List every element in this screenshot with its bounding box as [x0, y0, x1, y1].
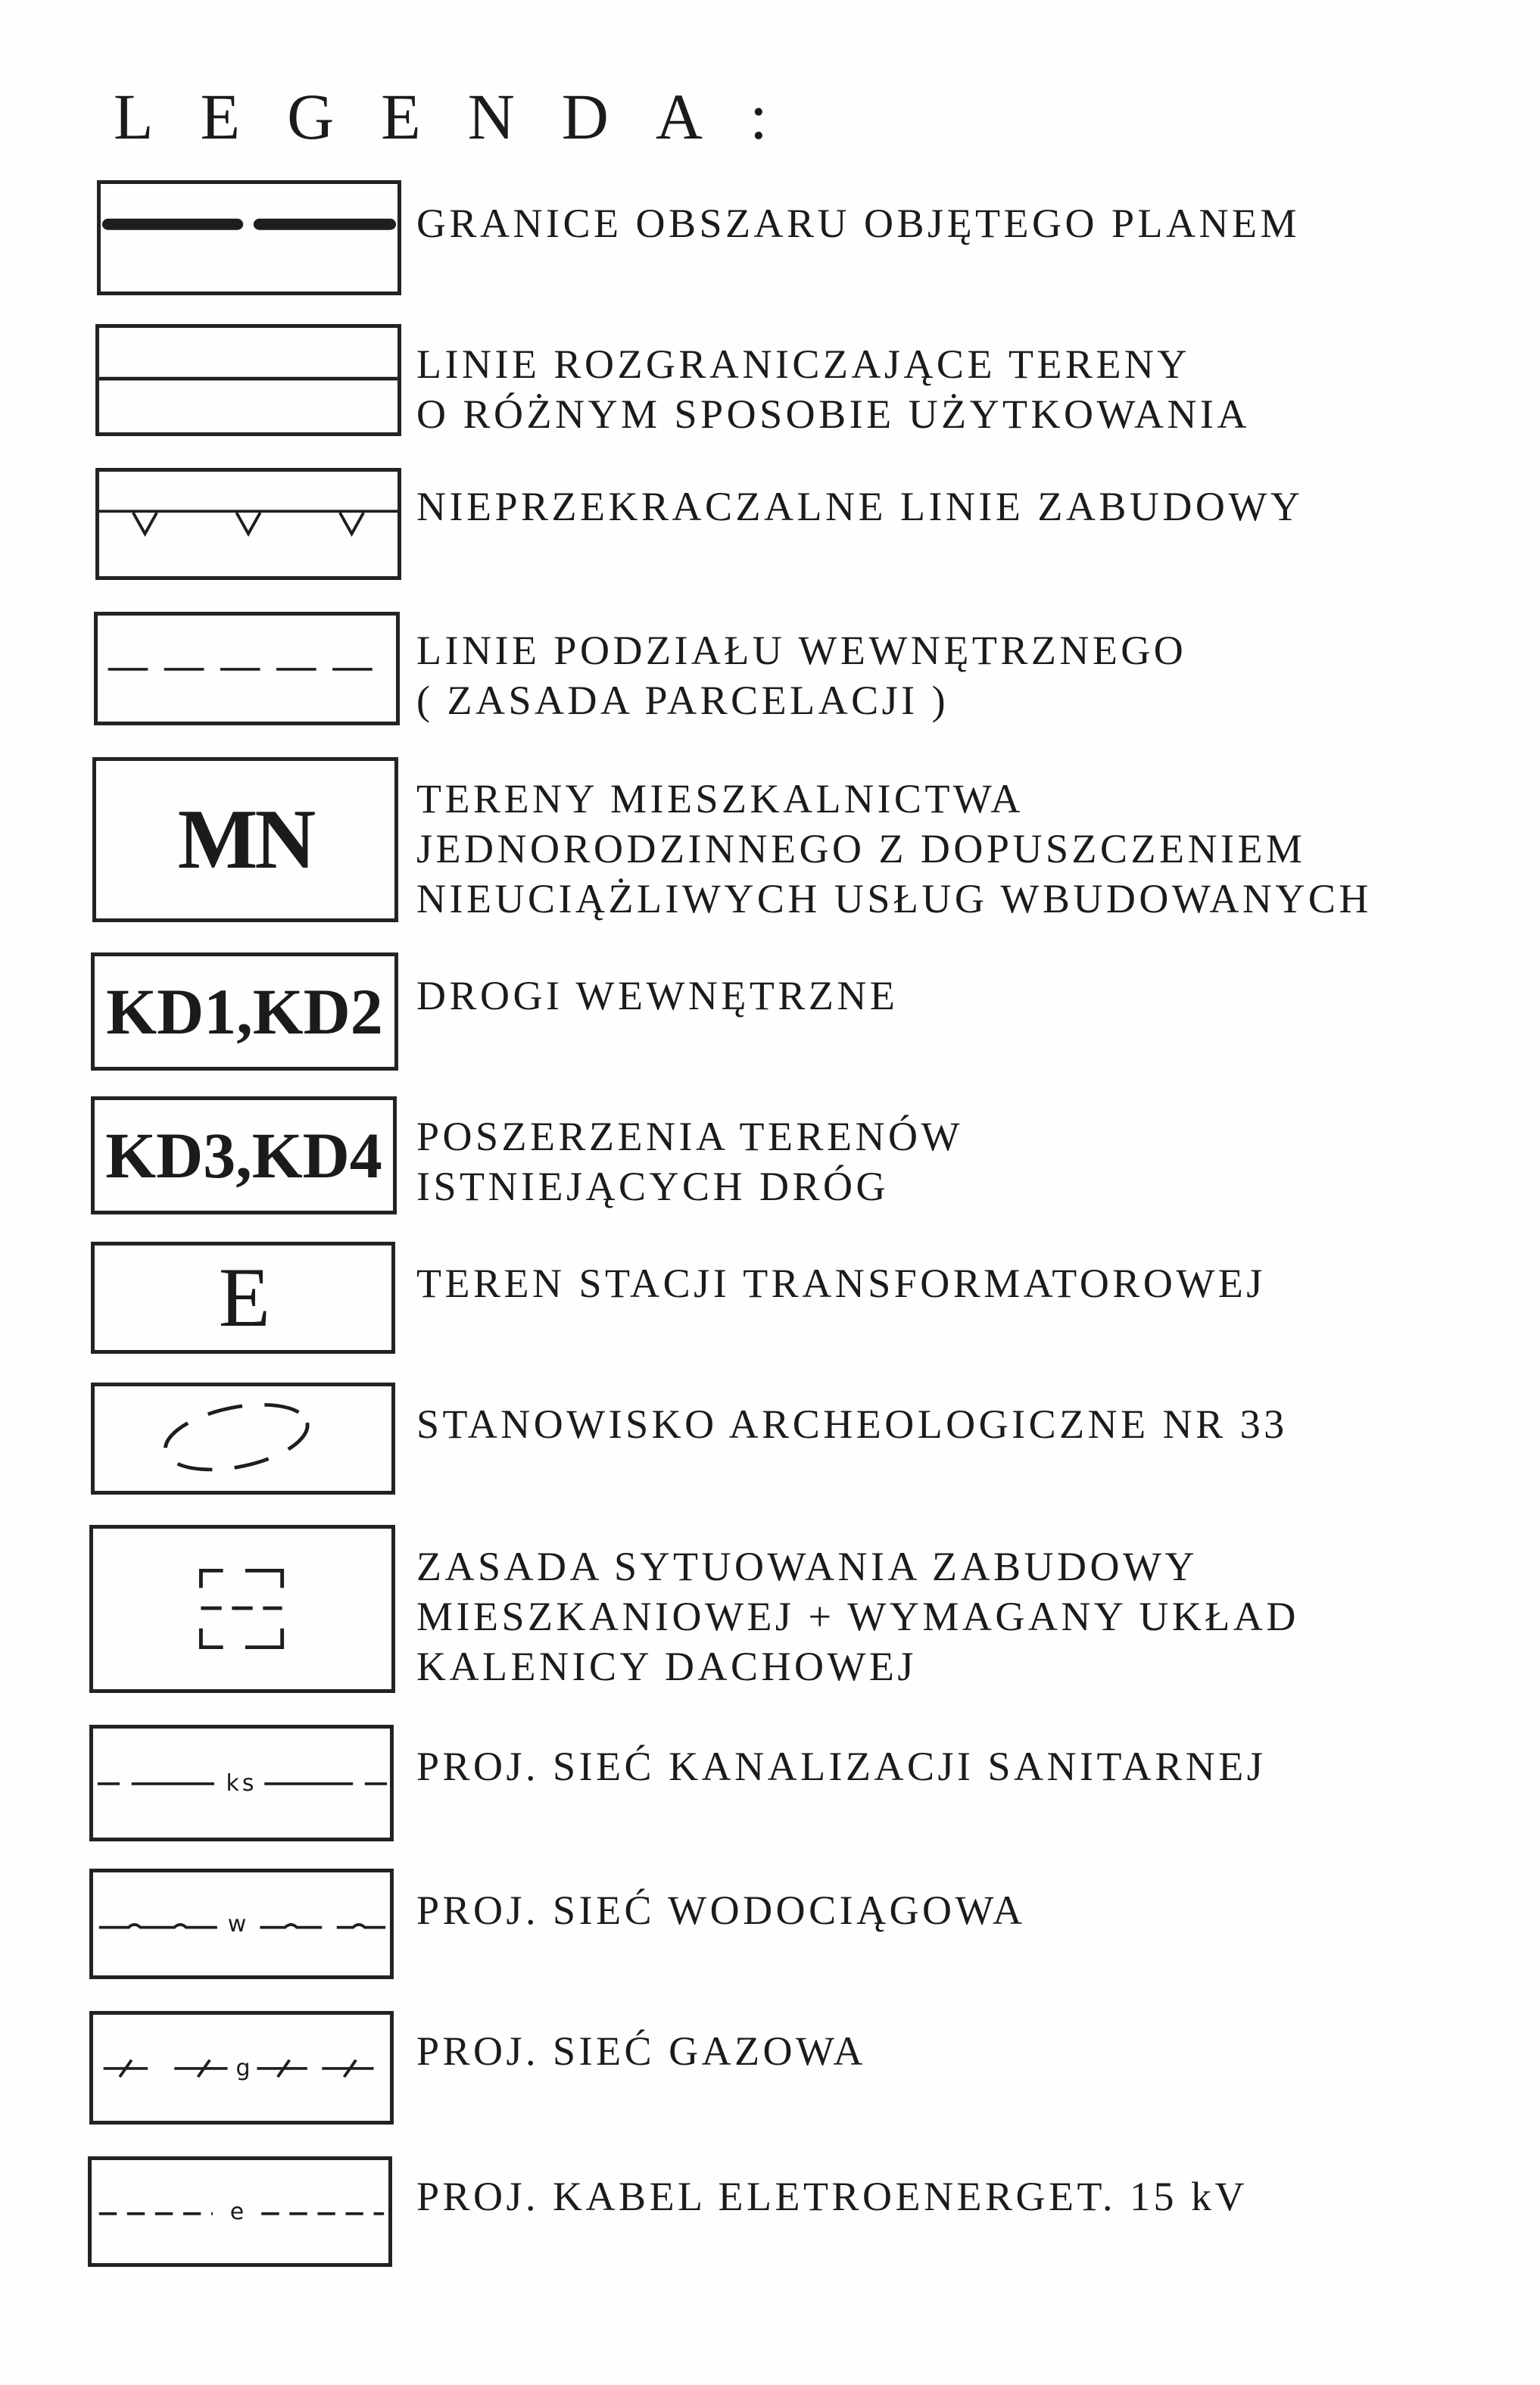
symbol-code-kd3-kd4: KD3,KD4	[105, 1119, 382, 1192]
symbol-kd3-kd4-box	[91, 1096, 397, 1214]
legend-item-text: PROJ. SIEĆ KANALIZACJI SANITARNEJ	[416, 1744, 1267, 1789]
legend-item-text: POSZERZENIA TERENÓW	[416, 1114, 963, 1159]
triangle-line-symbol	[95, 468, 401, 580]
symbol-code-g: g	[232, 2055, 253, 2081]
legend-item-text: PROJ. KABEL ELETROENERGET. 15 kV	[416, 2174, 1248, 2219]
thick-dash-line-symbol	[97, 180, 401, 295]
legend-item-text: LINIE ROZGRANICZAJĄCE TERENY	[416, 341, 1190, 387]
dashed-building-symbol	[89, 1525, 395, 1693]
water-line-symbol	[89, 1869, 394, 1979]
symbol-mn-box	[92, 757, 398, 922]
symbol-e-box	[91, 1242, 395, 1354]
power-cable-line-symbol	[88, 2156, 392, 2267]
symbol-code-mn: MN	[177, 792, 313, 887]
legend-item-text: GRANICE OBSZARU OBJĘTEGO PLANEM	[416, 201, 1301, 246]
legend-item-text: DROGI WEWNĘTRZNE	[416, 973, 899, 1018]
gas-line-symbol	[89, 2011, 394, 2125]
symbol-code-w: w	[223, 1911, 251, 1938]
legend-item-text: NIEPRZEKRACZALNE LINIE ZABUDOWY	[416, 484, 1304, 529]
legend-item-text: O RÓŻNYM SPOSOBIE UŻYTKOWANIA	[416, 391, 1250, 437]
legend-item-text: ( ZASADA PARCELACJI )	[416, 678, 949, 723]
symbol-code-e-cable: e	[227, 2199, 247, 2225]
dashed-ellipse-symbol	[91, 1383, 395, 1495]
legend-item-text: LINIE PODZIAŁU WEWNĘTRZNEGO	[416, 628, 1187, 673]
solid-line-symbol	[95, 324, 401, 436]
legend-title: LEGENDA:	[114, 80, 815, 153]
legend-item-text: ZASADA SYTUOWANIA ZABUDOWY	[416, 1544, 1198, 1589]
symbol-code-ks: ks	[223, 1770, 260, 1797]
legend-item-text: ISTNIEJĄCYCH DRÓG	[416, 1164, 890, 1209]
legend-item-text: JEDNORODZINNEGO Z DOPUSZCZENIEM	[416, 826, 1306, 871]
symbol-code-kd1-kd2: KD1,KD2	[106, 975, 383, 1048]
legend-item-text: PROJ. SIEĆ GAZOWA	[416, 2028, 867, 2074]
legend-item-text: KALENICY DACHOWEJ	[416, 1644, 917, 1689]
legend-item-text: MIESZKANIOWEJ + WYMAGANY UKŁAD	[416, 1594, 1299, 1639]
symbol-kd1-kd2-box	[91, 952, 398, 1071]
thin-dash-line-symbol	[94, 612, 400, 725]
sanitary-sewer-line-symbol	[89, 1725, 394, 1841]
legend-item-text: TERENY MIESZKALNICTWA	[416, 776, 1024, 822]
legend-item-text: NIEUCIĄŻLIWYCH USŁUG WBUDOWANYCH	[416, 876, 1372, 921]
symbol-code-e: E	[218, 1250, 268, 1345]
legend-item-text: TEREN STACJI TRANSFORMATOROWEJ	[416, 1261, 1266, 1306]
legend-item-text: PROJ. SIEĆ WODOCIĄGOWA	[416, 1888, 1026, 1933]
legend-item-text: STANOWISKO ARCHEOLOGICZNE NR 33	[416, 1401, 1288, 1447]
